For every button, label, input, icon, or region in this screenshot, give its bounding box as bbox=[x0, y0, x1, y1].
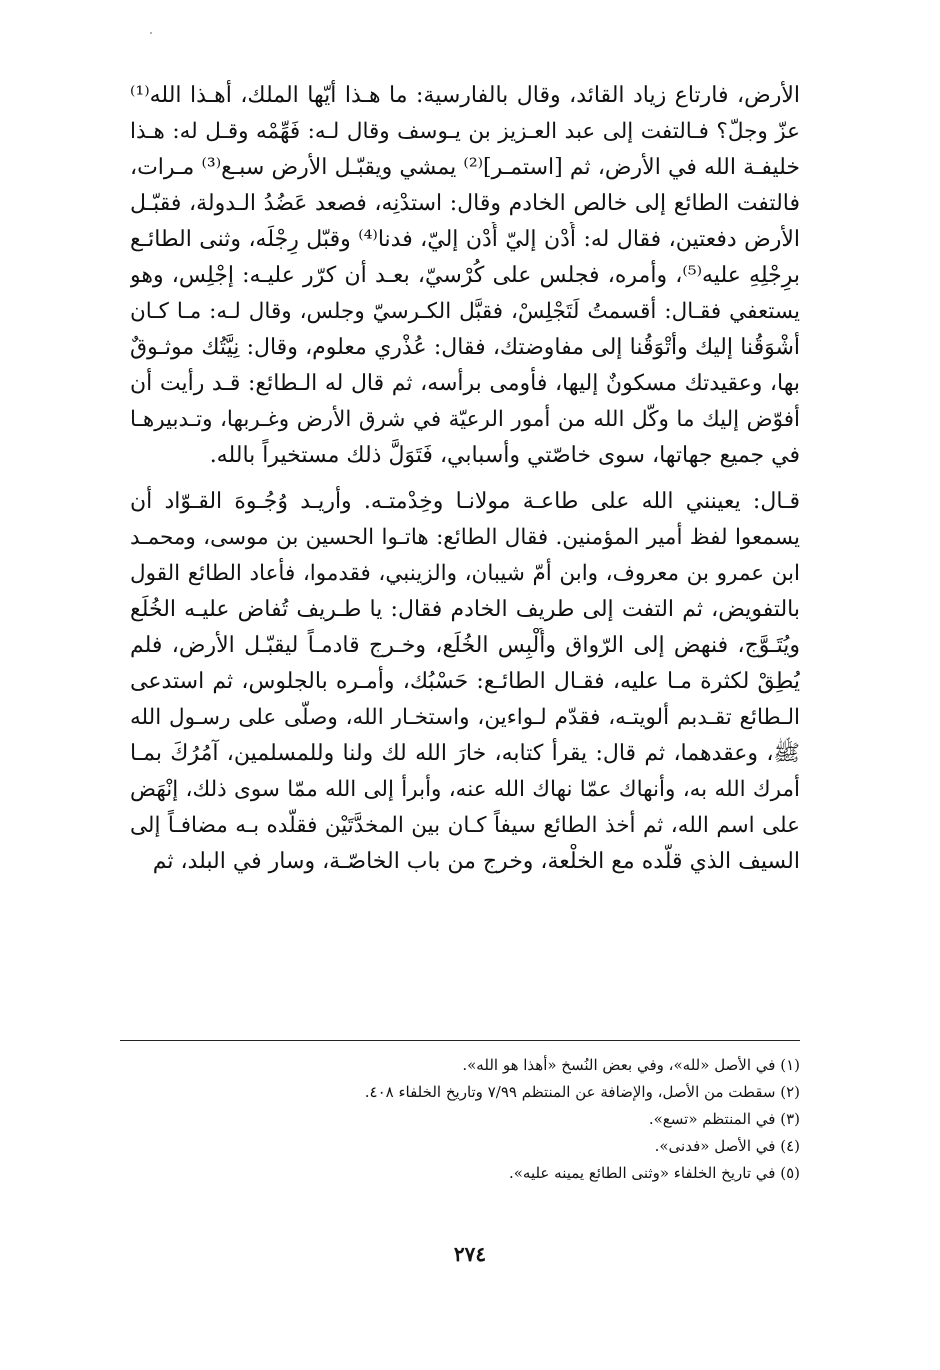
scan-speck bbox=[150, 32, 152, 34]
page-number: ٢٧٤ bbox=[453, 1242, 487, 1266]
footnote-5: (٥) في تاريخ الخلفاء «وثنى الطائع يمينه عليه». bbox=[508, 1164, 800, 1182]
text-line: برِجْلِهِ عليه⁽⁵⁾، وأمره، فجلس على كُرْسيّ، بعـد أن كرّر عليـه: إجْلِس، وهو bbox=[130, 263, 800, 288]
text-line: عزّ وجلّ؟ فـالتفت إلى عبد العـزيز بن يـوسف وقال لـه: فَهِّمْه وقـل له: هـذا bbox=[130, 119, 800, 144]
text-line: على اسم الله، ثم أخذ الطائع سيفاً كـان بين المخدَّتَيْن فقلّده بـه مضافـاً إلى bbox=[130, 813, 800, 838]
text-line: أمرك الله به، وأنهاك عمّا نهاك الله عنه، وأبرأ إلى الله ممّا سوى ذلك، إنْهَض bbox=[130, 777, 800, 802]
text-line: الأرض دفعتين، فقال له: أُدْن إليّ أُدْن إليّ، فدنا⁽⁴⁾ وقبّل رِجْلَه، وثنى الطائـع bbox=[130, 227, 800, 252]
footnotes bbox=[130, 1052, 800, 1187]
text-line: يسمعوا لفظ أمير المؤمنين. فقال الطائع: هاتـوا الحسين بن موسى، ومحمـد bbox=[130, 525, 800, 550]
footnote-separator bbox=[120, 1040, 800, 1041]
text-line: ويُتَـوَّج، فنهض إلى الرّواق وأُلْبِس الخُلَع، وخـرج قادمـاً ليقبّـل الأرض، فلم bbox=[130, 633, 800, 658]
paragraph-1 bbox=[130, 78, 800, 474]
text-line: الـطائع تقـدبم ألويتـه، فقدّم لـواءين، واستخـار الله، وصلّى على رسـول الله bbox=[130, 705, 800, 730]
text-line: في جميع جهاتها، سوى خاصّتي وأسبابي، فَتَوَلَّ ذلك مستخيراً بالله. bbox=[209, 443, 800, 468]
paragraph-2 bbox=[130, 484, 800, 880]
text-line: بها، وعقيدتك مسكونٌ إليها، فأومى برأسه، ثم قال له الـطائع: قـد رأيت أن bbox=[130, 371, 800, 396]
text-line: السيف الذي قلّده مع الخلْعة، وخرج من باب الخاصّـة، وسار في البلد، ثم bbox=[152, 849, 800, 874]
text-line: أشْوَقُنا إليك وأتْوَقُنا إلى مفاوضتك، فقال: عُذْري معلوم، وقال: نِيَّتُك موثـوقٌ bbox=[130, 335, 800, 360]
footnote-1: (١) في الأصل «لله»، وفي بعض النُسخ «أهذا هو الله». bbox=[462, 1056, 800, 1074]
text-line: أفوّض إليك ما وكّل الله من أمور الرعيّة في شرق الأرض وغـربها، وتـدبيرهـا bbox=[130, 407, 800, 432]
footnote-3: (٣) في المنتظم «تسع». bbox=[648, 1110, 800, 1128]
text-line: فالتفت الطائع إلى خالص الخادم وقال: استدْنِه، فصعد عَضُدُ الـدولة، فقبّـل bbox=[130, 191, 800, 216]
text-line: يستعفي فقـال: أقسمتُ لَتَجْلِسْ، فقبَّل الكـرسيّ وجلس، وقال لـه: مـا كـان bbox=[130, 299, 800, 324]
text-line: ﷺ، وعقدهما، ثم قال: يقرأ كتابه، خارَ الله لك ولنا وللمسلمين، آمُرُكَ بمـا bbox=[130, 741, 800, 766]
text-line: قـال: يعينني الله على طاعـة مولانـا وخِدْمتـه. وأريـد وُجُـوهَ القـوّاد أن bbox=[130, 489, 800, 514]
text-line: بالتفويض، ثم التفت إلى طريف الخادم فقال: يا طـريف تُفاض عليـه الخُلَع bbox=[130, 597, 800, 622]
main-text bbox=[130, 78, 800, 880]
text-line: ابن عمرو بن معروف، وابن أمّ شيبان، والزينبي، فقدموا، فأعاد الطائع القول bbox=[130, 561, 800, 586]
text-line: يُطِقْ لكثرة مـا عليه، فقـال الطائـع: حَسْبُك، وأمـره بالجلوس، ثم استدعى bbox=[130, 669, 800, 694]
footnote-2: (٢) سقطت من الأصل، والإضافة عن المنتظم ٧/٩٩ وتاريخ الخلفاء ٤٠٨. bbox=[364, 1083, 800, 1101]
text-line: خليفـة الله في الأرض، ثم [استمـر]⁽²⁾ يمشي ويقبّـل الأرض سبـع⁽³⁾ مـرات، bbox=[130, 155, 800, 180]
footnote-4: (٤) في الأصل «فدنى». bbox=[654, 1137, 800, 1155]
text-line: الأرض، فارتاع زياد القائد، وقال بالفارسية: ما هـذا أيّها الملك، أهـذا الله⁽¹⁾ bbox=[130, 83, 800, 108]
